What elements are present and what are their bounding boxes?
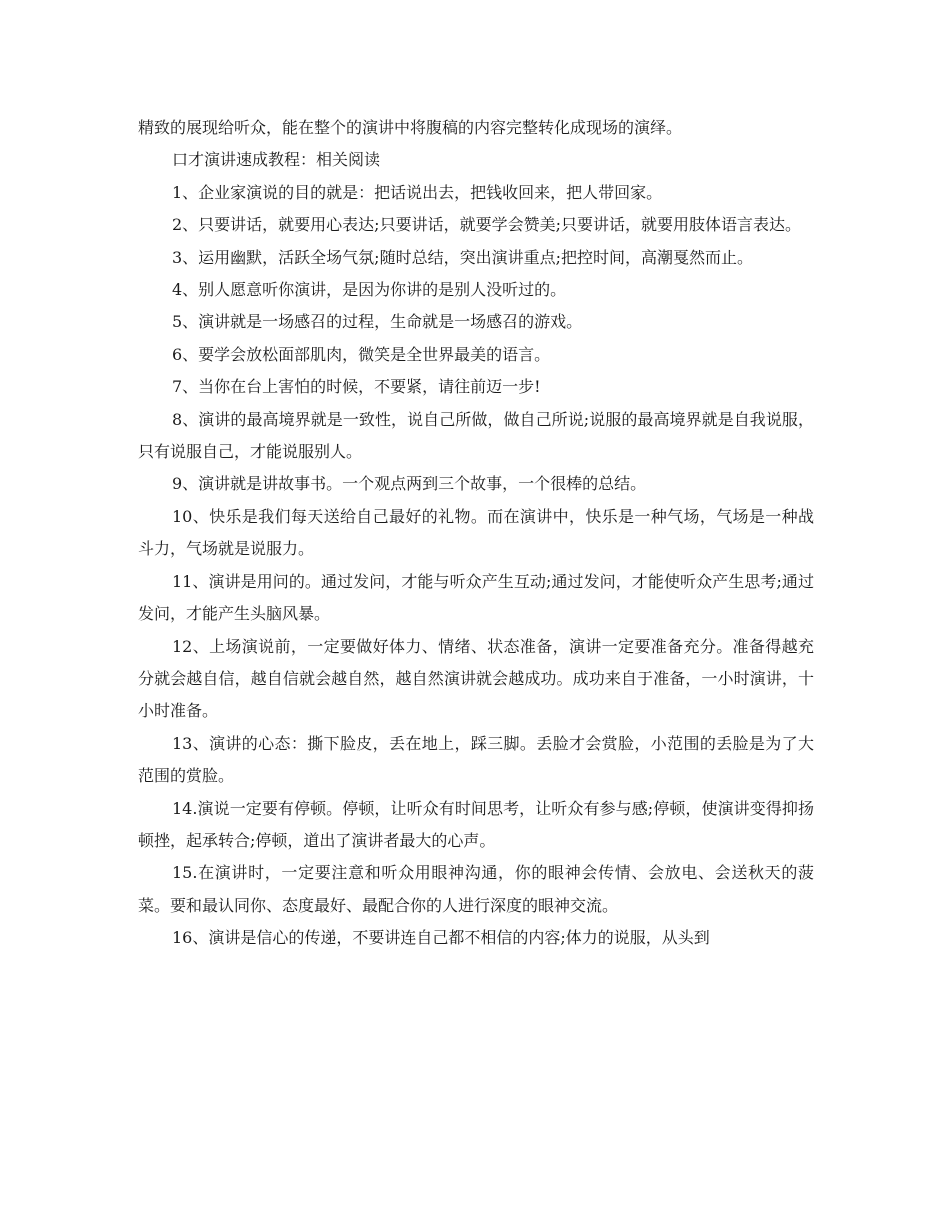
list-item: 13、演讲的心态：撕下脸皮，丢在地上，踩三脚。丢脸才会赏脸，小范围的丢脸是为了大范围的赏脸。 [138, 733, 814, 786]
section-heading: 口才演讲速成教程：相关阅读 [172, 150, 381, 170]
list-item: 14.演说一定要有停顿。停顿，让听众有时间思考，让听众有参与感;停顿，使演讲变得抑扬顿挫，起承转合;停顿，道出了演讲者最大的心声。 [138, 798, 814, 850]
document-body [138, 112, 814, 955]
list-item: 3、运用幽默，活跃全场气氛;随时总结，突出演讲重点;把控时间，高潮戛然而止。 [172, 247, 753, 267]
list-item: 4、别人愿意听你演讲，是因为你讲的是别人没听过的。 [172, 280, 567, 300]
list-item: 15.在演讲时，一定要注意和听众用眼神沟通，你的眼神会传情、会放电、会送秋天的菠菜。要和最认同你、态度最好、最配合你的人进行深度的眼神交流。 [138, 863, 814, 915]
list-item: 6、要学会放松面部肌肉，微笑是全世界最美的语言。 [172, 344, 551, 364]
list-item: 12、上场演说前，一定要做好体力、情绪、状态准备，演讲一定要准备充分。准备得越充分就会越自信，越自信就会越自然，越自然演讲就会越成功。成功来自于准备，一小时演讲，十小时准备。 [138, 636, 814, 721]
list-item: 8、演讲的最高境界就是一致性，说自己所做，做自己所说;说服的最高境界就是自我说服，只有说服自己，才能说服别人。 [138, 409, 814, 462]
list-item: 16、演讲是信心的传递，不要讲连自己都不相信的内容;体力的说服，从头到 [172, 928, 710, 948]
list-item: 10、快乐是我们每天送给自己最好的礼物。而在演讲中，快乐是一种气场，气场是一种战斗力，气场就是说服力。 [138, 506, 814, 559]
list-item: 5、演讲就是一场感召的过程，生命就是一场感召的游戏。 [172, 312, 583, 332]
list-item: 2、只要讲话，就要用心表达;只要讲话，就要学会赞美;只要讲话，就要用肢体语言表达。 [172, 215, 801, 235]
list-item: 7、当你在台上害怕的时候，不要紧，请往前迈一步! [172, 377, 541, 397]
list-item: 1、企业家演说的目的就是：把话说出去，把钱收回来，把人带回家。 [172, 182, 663, 202]
list-item: 9、演讲就是讲故事书。一个观点两到三个故事，一个很棒的总结。 [172, 474, 647, 494]
paragraph: 精致的展现给听众，能在整个的演讲中将腹稿的内容完整转化成现场的演绎。 [138, 118, 683, 137]
list-item: 11、演讲是用问的。通过发问，才能与听众产生互动;通过发问，才能使听众产生思考;通过发问，才能产生头脑风暴。 [138, 571, 814, 624]
